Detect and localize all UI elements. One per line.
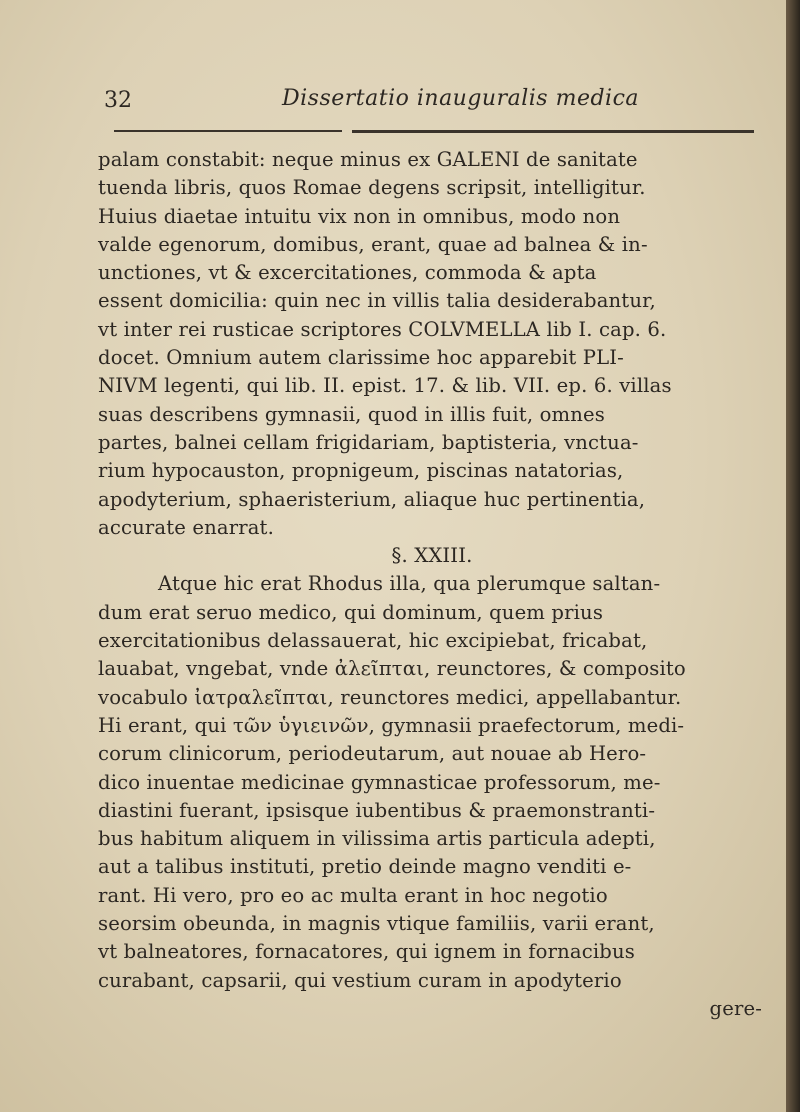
text-line: Atque hic erat Rhodus illa, qua plerumque saltan- <box>158 572 661 596</box>
text-line: unctiones, vt & excercitationes, commoda & apta <box>98 261 597 285</box>
text-line: accurate enarrat. <box>98 515 274 539</box>
text-line: vt balneatores, fornacatores, qui ignem in fornacibus <box>98 940 635 964</box>
text-line: partes, balnei cellam frigidariam, baptisteria, vnctua- <box>98 430 639 454</box>
text-line: apodyterium, sphaeristerium, aliaque huc pertinentia, <box>98 487 646 511</box>
text-line: dum erat seruo medico, qui dominum, quem prius <box>98 600 604 624</box>
text-line: diastini fuerant, ipsisque iubentibus & praemonstranti- <box>98 798 656 822</box>
body-text <box>98 146 766 1023</box>
header-rule-right <box>352 130 754 133</box>
text-line: docet. Omnium autem clarissime hoc apparebit PLI- <box>98 346 624 370</box>
text-line: rium hypocauston, propnigeum, piscinas natatorias, <box>98 459 624 483</box>
page-header <box>104 86 764 122</box>
text-line: rant. Hi vero, pro eo ac multa erant in hoc negotio <box>98 883 608 907</box>
text-line: vocabulo ἰατραλεῖπται, reunctores medici, appellabantur. <box>98 685 682 709</box>
text-line: palam constabit: neque minus ex GALENI de sanitate <box>98 148 638 171</box>
text-line: exercitationibus delassauerat, hic excipiebat, fricabat, <box>98 629 648 653</box>
text-line: Hi erant, qui τῶν ὑγιεινῶν, gymnasii praefectorum, medi- <box>98 713 685 737</box>
catchword: gere- <box>709 996 762 1020</box>
page-number: 32 <box>104 88 132 113</box>
text-line: essent domicilia: quin nec in villis talia desiderabantur, <box>98 289 656 313</box>
text-line: Huius diaetae intuitu vix non in omnibus, modo non <box>98 204 621 228</box>
text-line: vt inter rei rusticae scriptores COLVMELLA lib I. cap. 6. <box>98 317 667 341</box>
text-line: valde egenorum, domibus, erant, quae ad balnea & in- <box>98 232 648 256</box>
text-line: curabant, capsarii, qui vestium curam in apodyterio <box>98 968 622 992</box>
header-rule-left <box>114 130 342 132</box>
text-line: NIVM legenti, qui lib. II. epist. 17. & lib. VII. ep. 6. villas <box>98 374 672 398</box>
running-title: Dissertatio inauguralis medica <box>282 86 640 111</box>
text-line: tuenda libris, quos Romae degens scripsit, intelligitur. <box>98 176 646 200</box>
text-line: suas describens gymnasii, quod in illis fuit, omnes <box>98 402 605 426</box>
text-line: seorsim obeunda, in magnis vtique familiis, varii erant, <box>98 912 655 936</box>
text-line: lauabat, vngebat, vnde ἀλεῖπται, reunctores, & composito <box>98 657 686 681</box>
text-line: aut a talibus instituti, pretio deinde magno venditi e- <box>98 855 632 879</box>
book-spine-shadow <box>786 0 800 1112</box>
section-heading: §. XXIII. <box>391 544 473 568</box>
text-line: dico inuentae medicinae gymnasticae professorum, me- <box>98 770 661 794</box>
text-line: corum clinicorum, periodeutarum, aut nouae ab Hero- <box>98 742 647 766</box>
text-line: bus habitum aliquem in vilissima artis particula adepti, <box>98 827 656 851</box>
